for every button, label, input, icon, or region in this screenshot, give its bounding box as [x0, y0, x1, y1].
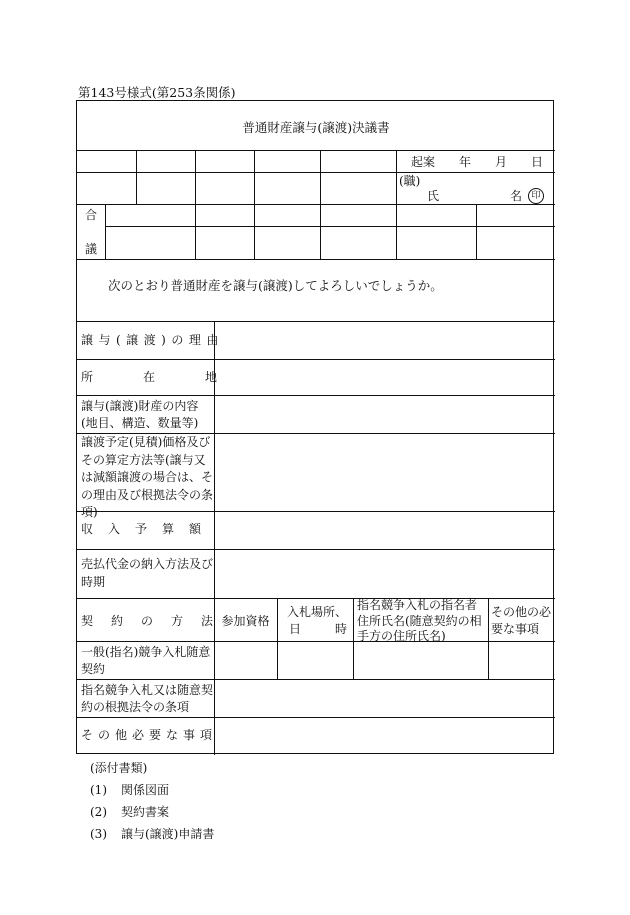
- name-family-label: 氏: [427, 189, 440, 203]
- legal-basis-label: 指名競争入札又は随意契約の根拠法令の条項: [81, 683, 214, 714]
- designated-header: 指名競争入札の指名者住所氏名(随意契約の相手方の住所氏名): [357, 598, 482, 643]
- rule: [77, 204, 555, 205]
- payment-label: 売払代金の納入方法及び時期: [81, 557, 214, 589]
- rule: [254, 150, 255, 259]
- rule: [77, 321, 555, 322]
- rule: [277, 598, 278, 679]
- rule: [353, 598, 354, 679]
- rule: [396, 150, 397, 259]
- other-label: その他必要な事項: [81, 728, 218, 742]
- attachment-num: (2): [90, 805, 107, 819]
- form-title: 普通財産譲与(譲渡)決議書: [242, 120, 390, 135]
- other-needed-header: その他の必要な事項: [491, 605, 552, 636]
- attachment-text: 契約書案: [121, 805, 170, 819]
- rule: [77, 679, 555, 680]
- month-label: 月: [494, 155, 507, 169]
- price-label: 譲渡予定(見積)価格及びその算定方法等(譲与又は減額譲渡の場合は、その理由及び根拠法令の条項): [81, 435, 214, 519]
- rule: [488, 598, 489, 679]
- reason-label: [81, 332, 224, 349]
- draft-date: [411, 154, 543, 171]
- contract-type-label: 一般(指名)競争入札随意契約: [81, 645, 211, 676]
- bid-place-header-1: 入札場所、: [287, 605, 348, 619]
- rule: [320, 150, 321, 259]
- rule: [476, 204, 477, 259]
- rule: [77, 549, 555, 550]
- rule: [195, 150, 196, 259]
- attachment-text: 譲与(譲渡)申請書: [121, 827, 215, 841]
- bid-place-header-2: 日時: [289, 622, 382, 636]
- contents-label-1: 譲与(譲渡)財産の内容: [81, 399, 199, 413]
- attachment-item: [90, 779, 214, 801]
- rule: [77, 395, 555, 396]
- attachment-num: (3): [90, 827, 107, 841]
- contents-label-2: (地目、構造、数量等): [81, 416, 199, 430]
- council-label-2: 議: [85, 242, 98, 256]
- year-label: 年: [458, 155, 471, 169]
- rule: [77, 717, 555, 718]
- rule: [77, 259, 555, 260]
- day-label: 日: [530, 155, 543, 169]
- name-given-label: 名: [510, 189, 523, 203]
- location-label: 所在地: [81, 370, 268, 384]
- attachment-num: (1): [90, 783, 107, 797]
- budget-label: 収入予算額: [81, 522, 217, 536]
- reason-text: 譲与(譲渡)の理由: [81, 333, 224, 347]
- rule: [105, 226, 555, 227]
- attachment-item: [90, 801, 214, 823]
- decision-form: [76, 100, 554, 754]
- attachments: [90, 757, 214, 845]
- rule: [77, 359, 555, 360]
- draft-label: 起案: [411, 155, 436, 169]
- rule: [77, 172, 555, 173]
- attachments-heading: (添付書類): [90, 761, 148, 775]
- form-code: 第143号様式(第253条関係): [78, 85, 236, 100]
- position-label: (職): [399, 174, 421, 188]
- rule: [214, 321, 215, 755]
- rule: [77, 150, 555, 151]
- rule: [136, 150, 137, 204]
- attachment-item: [90, 823, 214, 845]
- seal-mark: 印: [528, 188, 544, 204]
- method-label: 契約の方法: [81, 614, 232, 628]
- attachment-text: 関係図面: [121, 783, 170, 797]
- qualification-header: 参加資格: [221, 614, 270, 628]
- rule: [105, 204, 106, 259]
- body-text: 次のとおり普通財産を譲与(譲渡)してよろしいでしょうか。: [108, 278, 443, 293]
- council-label-1: 合: [85, 208, 98, 222]
